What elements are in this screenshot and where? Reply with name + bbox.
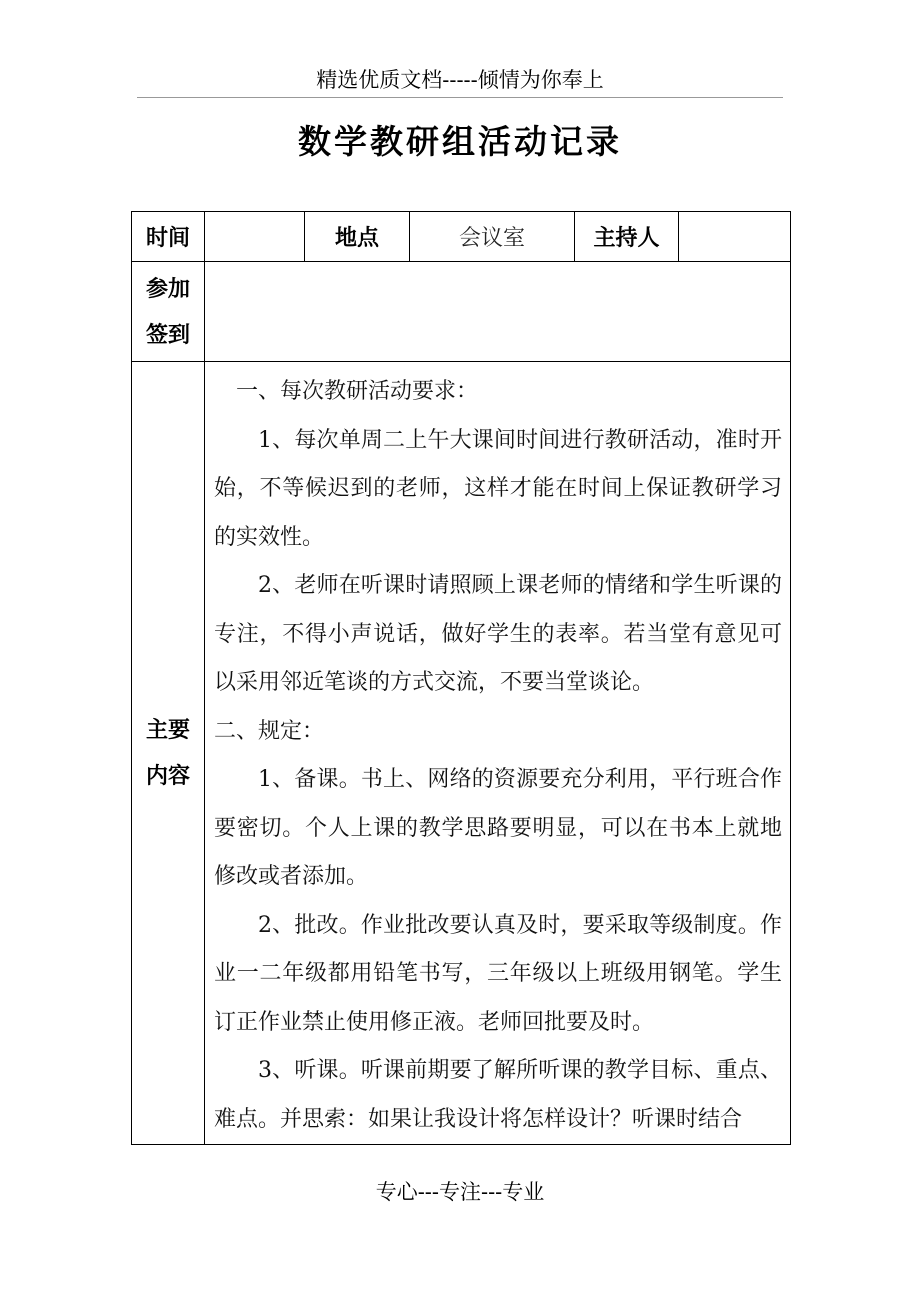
place-value[interactable]: 会议室 — [410, 212, 575, 262]
content-label-line-2: 内容 — [145, 763, 190, 789]
host-value[interactable] — [679, 212, 791, 262]
attendance-row — [132, 262, 791, 362]
activity-record-table — [131, 211, 791, 1145]
header-divider — [137, 97, 783, 98]
attendance-label-line-2: 签到 — [145, 321, 190, 348]
content-label-line-1: 主要 — [145, 717, 190, 743]
time-value[interactable] — [205, 212, 305, 262]
attendance-label-line-1: 参加 — [145, 275, 190, 302]
place-label: 地点 — [305, 212, 410, 262]
content-paragraph: 一、每次教研活动要求： — [236, 379, 479, 404]
content-paragraph: 二、规定： — [214, 718, 325, 744]
content-paragraph: 2、老师在听课时请照顾上课老师的情绪和学生听课的专注，不得小声说话，做好学生的表率。若当堂有意见可以采用邻近笔谈的方式交流，不要当堂谈论。 — [214, 573, 782, 695]
document-title: 数学教研组活动记录 — [298, 122, 622, 161]
content-row — [132, 362, 791, 1145]
page-header: 精选优质文档-----倾情为你奉上 — [316, 68, 604, 92]
info-row — [132, 212, 791, 262]
content-paragraph: 1、备课。书上、网络的资源要充分利用，平行班合作要密切。个人上课的教学思路要明显，可以在书本上就地修改或者添加。 — [214, 767, 782, 889]
attendance-label — [132, 262, 205, 362]
attendance-signatures[interactable] — [205, 262, 791, 362]
content-label — [132, 362, 205, 1145]
content-paragraph: 2、批改。作业批改要认真及时，要采取等级制度。作业一二年级都用铅笔书写，三年级以上班级用钢笔。学生订正作业禁止使用修正液。老师回批要及时。 — [214, 912, 782, 1035]
host-label: 主持人 — [575, 212, 679, 262]
content-paragraph: 1、每次单周二上午大课间时间进行教研活动，准时开始，不等候迟到的老师，这样才能在时间上保证教研学习的实效性。 — [214, 427, 782, 550]
main-content — [205, 362, 791, 1145]
content-paragraph: 3、听课。听课前期要了解所听课的教学目标、重点、难点。并思索：如果让我设计将怎样设计？听课时结合 — [214, 1058, 782, 1132]
time-label: 时间 — [132, 212, 205, 262]
page-footer: 专心---专注---专业 — [375, 1180, 545, 1204]
